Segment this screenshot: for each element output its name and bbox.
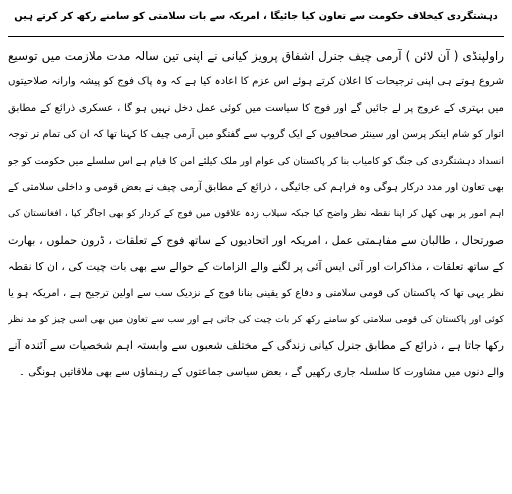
body-line: راولپنڈی ( آن لائن ) آرمی چیف جنرل اشفاق پرویز کیانی نے اپنی تین سالہ مدت ملازمت میں توسیع bbox=[8, 49, 504, 63]
headline: دہشتگردی کیخلاف حکومت سے تعاون کیا جائیگا ، امریکہ سے بات سلامتی کو سامنے رکھ کر کرتے ہیں bbox=[14, 11, 498, 22]
body-line: صورتحال ، طالبان سے مفاہمتی عمل ، امریکہ اور اتحادیوں کے ساتھ فوج کے تعلقات ، ڈرون حملوں ، بھارت bbox=[8, 233, 504, 247]
body-line: کوئی اور پاکستان کی قومی سلامتی کو سامنے رکھ کر بات چیت کی جاتی ہے اور سب سے تعاون میں بھی اسی چیز کو مد نظر bbox=[8, 313, 504, 325]
body-line: کے ساتھ تعلقات ، مذاکرات اور آئی ایس آئی پر لگنے والے الزامات کے حوالے سے بھی بات چیت کی ، ان کا نقطہ bbox=[8, 260, 504, 274]
body-line: نظر یہی تھا کہ پاکستان کی قومی سلامتی و دفاع کو یقینی بنانا فوج کے نزدیک سب سے اولین ترجیح ہے ، امریکہ ہو یا bbox=[8, 287, 504, 299]
body-line: شروع ہوتے ہی اپنی ترجیحات کا اعلان کرتے ہوئے اس عزم کا اعادہ کیا ہے کہ وہ پاک فوج کو پیشہ وارانہ صلاحیتوں bbox=[8, 76, 504, 88]
body-line: والے دنوں میں مشاورت کا سلسلہ جاری رکھیں گے ، بعض سیاسی جماعتوں کے رہنماؤں سے بھی ملاقاتیں ہونگی ۔ bbox=[18, 366, 504, 378]
body-line: اتوار کو شام اینکر پرسن اور سینئر صحافیوں کے ایک گروپ سے گفتگو میں آرمی چیف کا کہنا تھا کہ ان کی تمام تر توجہ bbox=[8, 129, 504, 141]
body-line: اہم امور پر بھی کھل کر اپنا نقطہ نظر واضح کیا جبکہ سیلاب زدہ علاقوں میں فوج کے کردار کو بھی اجاگر کیا ، افغانستان کی bbox=[8, 208, 504, 220]
body-line: رکھا جاتا ہے ، ذرائع کے مطابق جنرل کیانی زندگی کے مختلف شعبوں سے وابستہ اہم شخصیات سے آئندہ آنے bbox=[8, 339, 504, 353]
body-line: بھی تعاون اور مدد درکار ہوگی وہ فراہم کی جائیگی ، ذرائع کے مطابق آرمی چیف نے بعض قومی و داخلی سلامتی کے bbox=[8, 181, 504, 193]
article-body bbox=[8, 43, 504, 386]
body-line: انسداد دہشتگردی کی جنگ کو کامیاب بنا کر پاکستان کی عوام اور ملک کیلئے امن کا قیام ہے اس سلسلے میں حکومت کو جو bbox=[8, 155, 504, 167]
headline-divider bbox=[8, 36, 504, 37]
body-line: میں بہتری کے عروج پر لے جائیں گے اور فوج کا سیاست میں کوئی عمل دخل نہیں ہو گا ، عسکری ذرائع کے مطابق bbox=[8, 102, 504, 114]
